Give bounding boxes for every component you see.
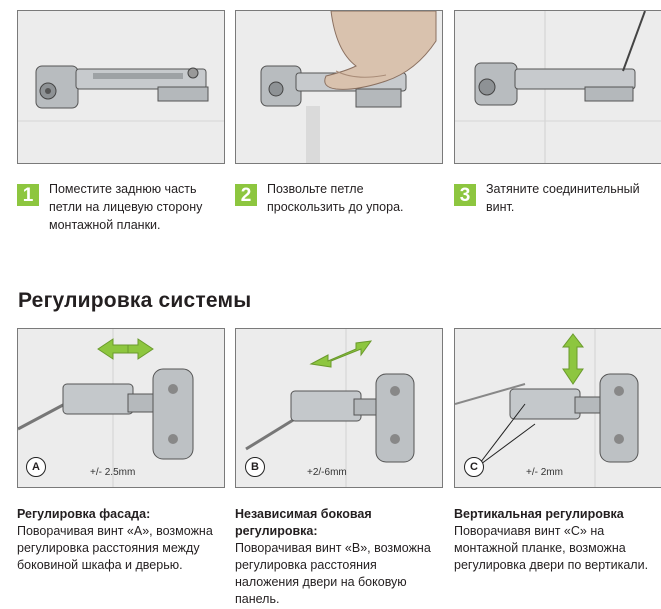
adjust-c-title: Вертикальная регулировка <box>454 507 624 521</box>
adjust-b-title: Независимая боковая регулировка: <box>235 507 372 538</box>
hinge-photo <box>236 329 442 487</box>
step-text: Затяните соединительный винт. <box>486 182 640 214</box>
screw-label-a: A <box>26 457 46 477</box>
step-text: Поместите заднюю часть петли на лицевую сторону монтажной планки. <box>49 182 203 232</box>
step-text: Позвольте петле проскользить до упора. <box>267 182 404 214</box>
adjust-a-photo <box>17 328 225 488</box>
step2-photo <box>235 10 443 164</box>
hinge-photo <box>18 329 224 487</box>
step-number: 2 <box>235 184 257 206</box>
section-title: Регулировка системы <box>18 289 252 312</box>
step-number: 1 <box>17 184 39 206</box>
range-b: +2/-6mm <box>307 467 347 478</box>
hinge-photo <box>455 329 661 487</box>
range-a: +/- 2.5mm <box>90 467 136 478</box>
screw-label-b: B <box>245 457 265 477</box>
adjust-b-text: Поворачивая винт «В», возможна регулировка расстояния наложения двери на боковую панель. <box>235 541 431 606</box>
hinge-photo <box>455 11 661 163</box>
range-c: +/- 2mm <box>526 467 563 478</box>
adjust-a-title: Регулировка фасада: <box>17 507 151 521</box>
adjust-c-text: Поворачиавя винт «С» на монтажной планке, возможна регулировка двери по вертикали. <box>454 524 649 572</box>
step3-photo <box>454 10 661 164</box>
hinge-photo <box>18 11 224 163</box>
step1-photo <box>17 10 225 164</box>
hinge-photo <box>236 11 442 163</box>
adjust-c-photo <box>454 328 661 488</box>
adjust-b-photo <box>235 328 443 488</box>
adjust-a-text: Поворачивая винт «А», возможна регулировка расстояния между боковиной шкафа и дверью. <box>17 524 213 572</box>
step-number: 3 <box>454 184 476 206</box>
screw-label-c: C <box>464 457 484 477</box>
